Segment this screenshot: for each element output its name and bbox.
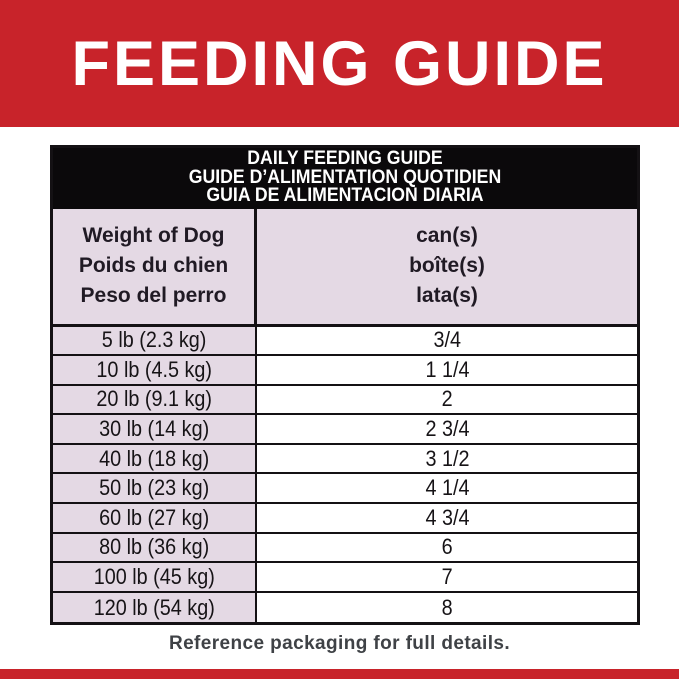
- cans-header-spanish: lata(s): [416, 284, 478, 307]
- table-title-english: DAILY FEEDING GUIDE: [247, 148, 443, 169]
- feeding-guide-banner: [0, 0, 679, 127]
- weight-cell: [53, 474, 257, 502]
- cans-cell: [257, 327, 637, 355]
- cans-value: 4 3/4: [424, 504, 470, 530]
- cans-value: 2 3/4: [424, 416, 470, 442]
- table-row: [53, 445, 637, 475]
- cans-cell: [257, 504, 637, 532]
- weight-value: 20 lb (9.1 kg): [96, 386, 212, 412]
- table-row: [53, 593, 637, 623]
- weight-value: 100 lb (45 kg): [93, 564, 215, 590]
- table-title-spanish: GUIA DE ALIMENTACION DIARIA: [206, 185, 484, 206]
- cans-column-header: [257, 209, 637, 324]
- table-body: [53, 327, 637, 623]
- weight-value: 5 lb (2.3 kg): [101, 327, 207, 353]
- table-row: [53, 327, 637, 357]
- cans-cell: [257, 356, 637, 384]
- cans-cell: [257, 474, 637, 502]
- table-row: [53, 534, 637, 564]
- weight-cell: [53, 563, 257, 591]
- cans-value: 7: [441, 564, 453, 590]
- weight-cell: [53, 415, 257, 443]
- cans-cell: [257, 563, 637, 591]
- cans-cell: [257, 534, 637, 562]
- cans-value: 3 1/2: [424, 445, 470, 471]
- cans-header-english: can(s): [416, 224, 478, 247]
- table-row: [53, 474, 637, 504]
- weight-value: 80 lb (36 kg): [98, 534, 210, 560]
- weight-header-french: Poids du chien: [78, 254, 229, 277]
- table-row: [53, 563, 637, 593]
- cans-header-french: boîte(s): [409, 254, 485, 277]
- cans-value: 2: [441, 386, 453, 412]
- weight-cell: [53, 534, 257, 562]
- table-title-bar: [53, 148, 637, 209]
- weight-value: 30 lb (14 kg): [98, 416, 210, 442]
- cans-value: 1 1/4: [424, 356, 470, 382]
- table-column-headers: [53, 209, 637, 327]
- weight-cell: [53, 327, 257, 355]
- weight-cell: [53, 593, 257, 623]
- table-row: [53, 415, 637, 445]
- weight-cell: [53, 504, 257, 532]
- weight-column-header: [53, 209, 257, 324]
- cans-value: 6: [441, 534, 453, 560]
- cans-cell: [257, 593, 637, 623]
- cans-cell: [257, 445, 637, 473]
- table-row: [53, 356, 637, 386]
- weight-value: 40 lb (18 kg): [98, 445, 210, 471]
- weight-header-english: Weight of Dog: [82, 224, 225, 247]
- weight-value: 60 lb (27 kg): [98, 504, 210, 530]
- weight-header-spanish: Peso del perro: [80, 284, 227, 307]
- weight-value: 120 lb (54 kg): [93, 594, 215, 620]
- weight-value: 10 lb (4.5 kg): [96, 356, 212, 382]
- table-title-french: GUIDE D’ALIMENTATION QUOTIDIEN: [188, 166, 502, 188]
- weight-cell: [53, 445, 257, 473]
- cans-value: 4 1/4: [424, 475, 470, 501]
- weight-cell: [53, 386, 257, 414]
- bottom-red-strip: [0, 669, 679, 679]
- cans-cell: [257, 415, 637, 443]
- table-row: [53, 504, 637, 534]
- cans-cell: [257, 386, 637, 414]
- footer-note: Reference packaging for full details.: [168, 633, 511, 654]
- weight-cell: [53, 356, 257, 384]
- weight-value: 50 lb (23 kg): [98, 475, 210, 501]
- table-row: [53, 386, 637, 416]
- page-title: FEEDING GUIDE: [71, 28, 608, 99]
- daily-feeding-guide-table: [50, 145, 640, 625]
- cans-value: 8: [441, 594, 453, 620]
- cans-value: 3/4: [433, 327, 461, 353]
